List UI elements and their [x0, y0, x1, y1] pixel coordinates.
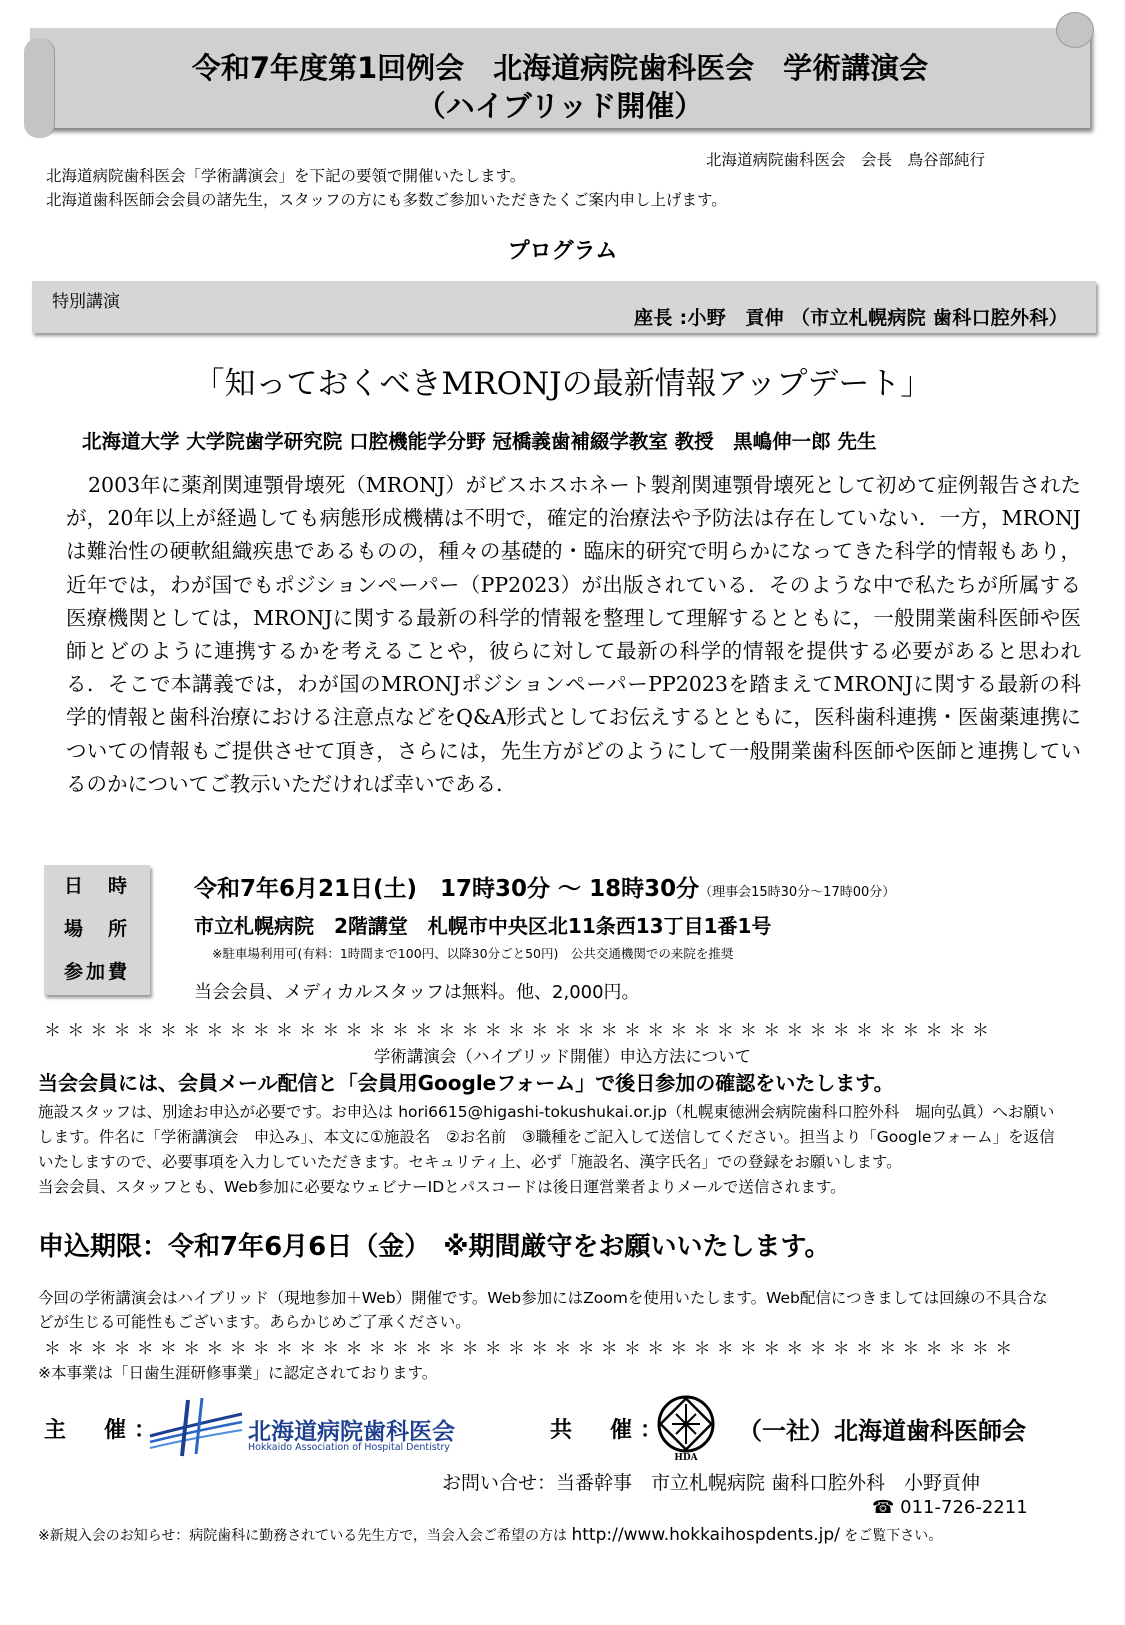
star-divider-bottom: ＊＊＊＊＊＊＊＊＊＊＊＊＊＊＊＊＊＊＊＊＊＊＊＊＊＊＊＊＊＊＊＊＊＊＊＊＊＊＊＊＊＊ — [44, 1339, 1019, 1359]
hospital-dentistry-logo-icon — [148, 1396, 244, 1458]
program-heading: プログラム — [507, 239, 618, 264]
application-heading: 学術講演会（ハイブリッド開催）申込方法について — [373, 1047, 752, 1066]
details-label-box — [44, 865, 150, 995]
star-divider-top: ＊＊＊＊＊＊＊＊＊＊＊＊＊＊＊＊＊＊＊＊＊＊＊＊＊＊＊＊＊＊＊＊＊＊＊＊＊＊＊＊＊ — [44, 1021, 996, 1041]
label-date: 日 時 — [63, 875, 130, 897]
hda-logo-text: HDA — [674, 1453, 698, 1462]
hybrid-notice: 今回の学術講演会はハイブリッド（現地参加＋Web）開催です。Web参加にはZoomを使用いたします。Web配信につきましては回線の不具合などが生じる可能性もございます。あらかじめご了承ください。 — [38, 1289, 1048, 1331]
new-member-tail: をご覧下さい。 — [844, 1528, 943, 1544]
president-line: 北海道病院歯科医会 会長 鳥谷部純行 — [706, 151, 986, 169]
phone-number: 011-726-2211 — [900, 1497, 1028, 1518]
special-lecture-bar — [32, 281, 1096, 333]
new-member-note — [38, 1525, 942, 1545]
event-subtitle: （ハイブリッド開催） — [416, 89, 704, 123]
staff-application-text: 施設スタッフは、別途お申込が必要です。お申込は hori6615@higashi-tokushukai.or.jp（札幌東徳洲会病院歯科口腔外科 堀向弘眞）へお願いします。件名に「学術講演会 申込み」、本文に①施設名 ②お名前 ③職種をご記入して送信してください。担当より「Googleフォーム」を返信いたしますので、必要事項を入力していただきます。セキュリティ上、必ず「施設名、漢字氏名」での登録をお願いします。 — [38, 1103, 1055, 1171]
label-fee: 参加費 — [63, 961, 130, 983]
cohost-label: 共 催： — [550, 1418, 671, 1443]
label-place: 場 所 — [63, 918, 130, 940]
event-place: 市立札幌病院 2階講堂 札幌市中央区北11条西13丁目1番1号 — [194, 914, 772, 938]
chair-info: 座長 :小野 貢伸 （市立札幌病院 歯科口腔外科） — [634, 307, 1068, 329]
event-title: 令和7年度第1回例会 北海道病院歯科医会 学術講演会 — [191, 51, 929, 85]
website-link[interactable]: http://www.hokkaihospdents.jp/ — [571, 1525, 840, 1545]
new-member-text: ※新規入会のお知らせ：病院歯科に勤務されている先生方で，当会入会ご希望の方は — [38, 1528, 568, 1544]
parking-note: ※駐車場利用可(有料：1時間まで100円、以降30分ごと50円) 公共交通機関での来院を推奨 — [212, 946, 734, 961]
lecture-title: 「知っておくべきMRONJの最新情報アップデート」 — [193, 366, 932, 402]
intro-line-1: 北海道病院歯科医会「学術講演会」を下記の要領で開催いたします。 — [46, 167, 526, 185]
title-banner — [30, 28, 1090, 128]
lecture-abstract: 2003年に薬剤関連顎骨壊死（MRONJ）がビスホスホネート製剤関連顎骨壊死として初めて症例報告されたが，20年以上が経過しても病態形成機構は不明で，確定的治療法や予防法は存在していない．一方，MRONJは難治性の硬軟組織疾患であるものの，種々の基礎的・臨床的研究で明らかになってきた科学的情報もあり，近年では，わが国でもポジションペーパー（PP2023）が出版されている．そのような中で私たちが所属する医療機関としては，MRONJに関する最新の科学的情報を整理して理解するとともに，一般開業歯科医師や医師とどのように連携するかを考えることや，彼らに対して最新の科学的情報を提供する必要があると思われる．そこで本講義では，わが国のMRONJポジションペーパーPP2023を踏まえてMRONJに関する最新の科学的情報と歯科治療における注意点などをQ&A形式としてお伝えするとともに，医科歯科連携・医歯薬連携についての情報もご提供させて頂き，さらには，先生方がどのようにして一般開業歯科医師や医師と連携しているのかについてご教示いただければ幸いである． — [66, 473, 1081, 796]
section-label: 特別講演 — [52, 292, 120, 312]
webinar-note: 当会会員、スタッフとも、Web参加に必要なウェビナーIDとパスコードは後日運営業者よりメールで送信されます。 — [38, 1178, 846, 1196]
application-deadline: 申込期限：令和7年6月6日（金） ※期間厳守をお願いいたします。 — [38, 1232, 831, 1262]
staff-application — [38, 1100, 1058, 1200]
host-english-name: Hokkaido Association of Hospital Dentistry — [248, 1442, 450, 1453]
phone-line — [872, 1497, 1028, 1518]
date-time: 令和7年6月21日(土) 17時30分 ～ 18時30分 — [194, 876, 700, 902]
scroll-curl-right — [1056, 12, 1094, 48]
host-label: 主 催： — [44, 1418, 165, 1443]
intro-line-2: 北海道歯科医師会会員の諸先生，スタッフの方にも多数ご参加いただきたくご案内申し上げます。 — [46, 191, 727, 209]
contact-info: お問い合せ：当番幹事 市立札幌病院 歯科口腔外科 小野貢伸 — [442, 1472, 981, 1494]
host-name: 北海道病院歯科医会 — [248, 1419, 455, 1445]
event-fee: 当会会員、メディカルスタッフは無料。他、2,000円。 — [194, 982, 640, 1003]
phone-icon: ☎ — [872, 1497, 895, 1518]
member-application: 当会会員には、会員メール配信と「会員用Googleフォーム」で後日参加の確認をいたします。 — [38, 1071, 894, 1095]
board-meeting-time: （理事会15時30分～17時00分） — [699, 885, 896, 900]
hda-logo-icon — [652, 1394, 720, 1462]
certification-note: ※本事業は「日歯生涯研修事業」に認定されております。 — [38, 1364, 438, 1382]
speaker-info: 北海道大学 大学院歯学研究院 口腔機能学分野 冠橋義歯補綴学教室 教授 黒嶋伸一郎 先生 — [82, 430, 877, 453]
event-date — [194, 870, 895, 903]
cohost-name: （一社）北海道歯科医師会 — [738, 1417, 1026, 1445]
